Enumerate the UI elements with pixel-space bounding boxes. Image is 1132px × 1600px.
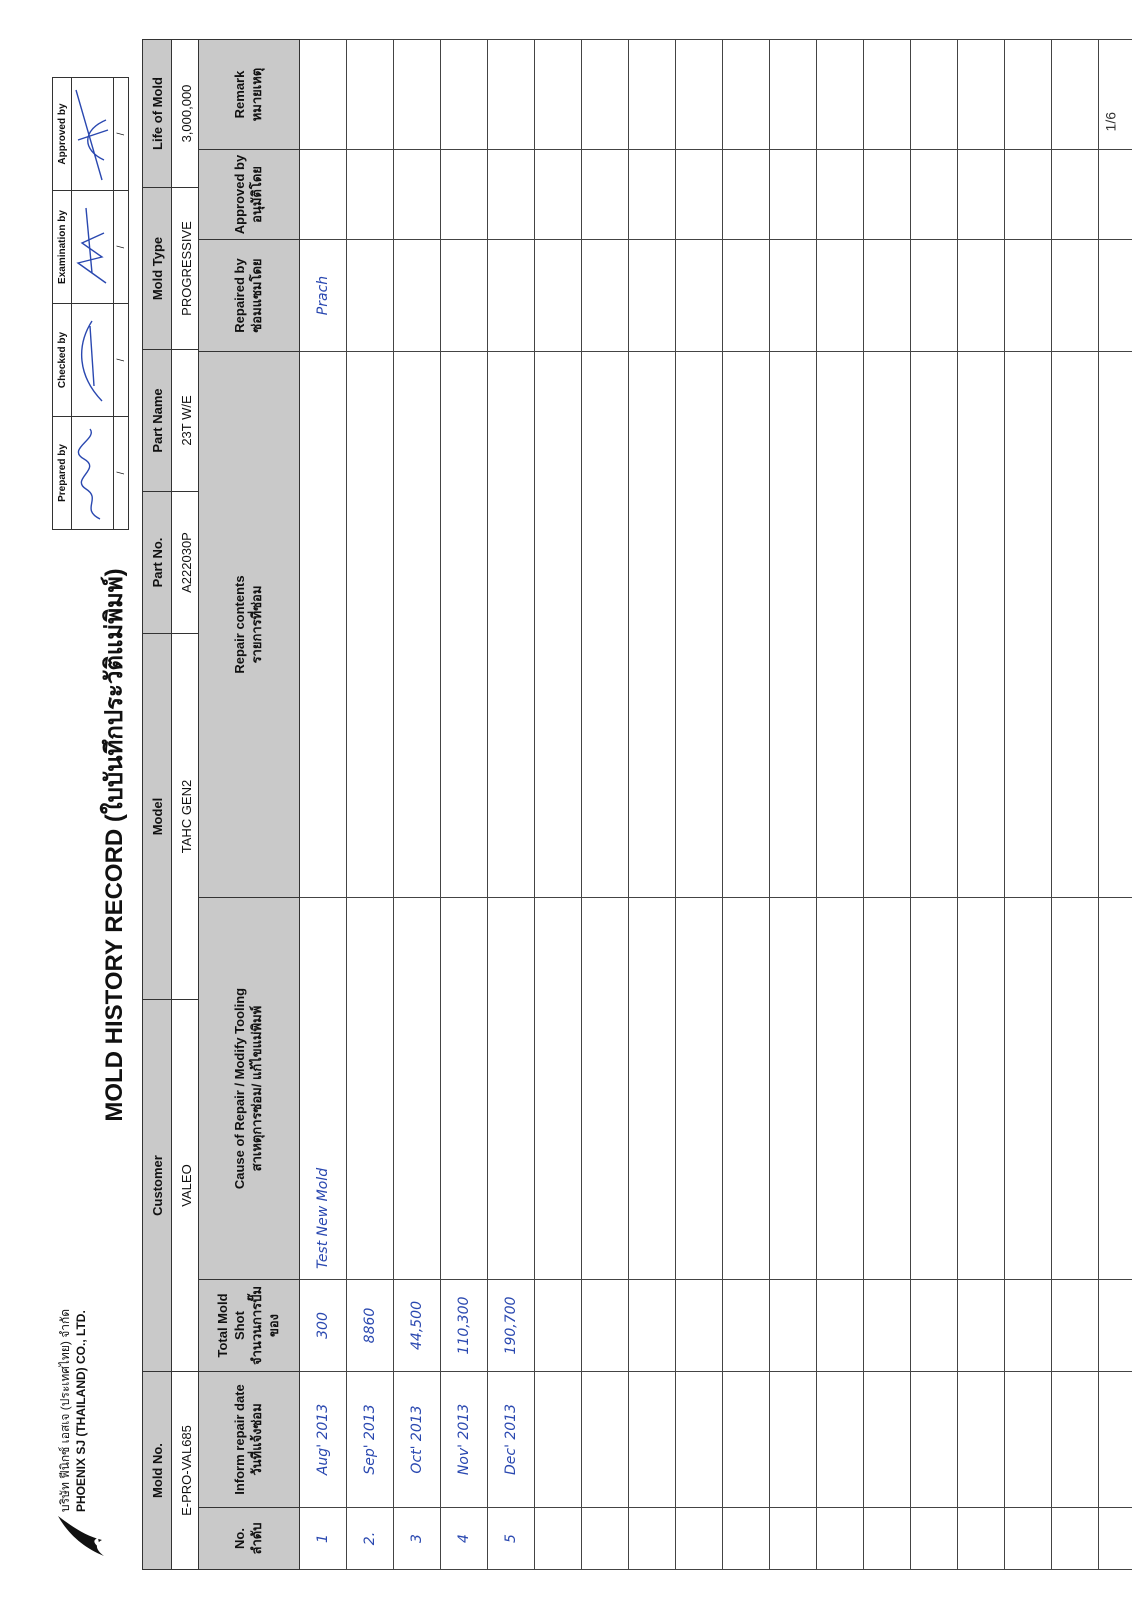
cell-cause [723,898,770,1280]
cell-remark [300,40,347,150]
cell-remark [582,40,629,150]
table-row [629,40,676,1570]
rotated-form [50,40,1050,1570]
cell-approved [394,150,441,240]
cell-no [1005,1508,1052,1570]
cell-contents [1052,352,1099,898]
checked-by-label: Checked by [53,304,72,417]
cell-remark [1005,40,1052,150]
cell-remark [723,40,770,150]
cell-no [629,1508,676,1570]
cell-approved [864,150,911,240]
cell-cause [582,898,629,1280]
cell-cause [770,898,817,1280]
table-row [347,40,394,1570]
cell-contents [582,352,629,898]
cell-no [770,1508,817,1570]
cell-shot [911,1280,958,1372]
repaired-column-header: Repaired by ซ่อมแซมโดย [199,240,300,352]
shot-column-header: Total Mold Shot จำนวนการปั๊มของ [199,1280,300,1372]
cell-contents [676,352,723,898]
table-row [817,40,864,1570]
cell-repaired [864,240,911,352]
cell-date: Aug' 2013 [300,1372,347,1508]
part-no-value: A222030P [172,492,201,634]
cell-no [535,1508,582,1570]
page-number: 1/6 [1102,112,1118,132]
table-row [1005,40,1052,1570]
cell-cause [629,898,676,1280]
cell-repaired [1052,240,1099,352]
cell-date [1005,1372,1052,1508]
table-row [723,40,770,1570]
cell-no [1099,1508,1132,1570]
cell-no [817,1508,864,1570]
cell-no [864,1508,911,1570]
cell-approved [676,150,723,240]
cell-date: Sep' 2013 [347,1372,394,1508]
model-value: TAHC GEN2 [172,634,201,1000]
cell-cause [958,898,1005,1280]
cell-date: Nov' 2013 [441,1372,488,1508]
cell-cause [347,898,394,1280]
cell-no [911,1508,958,1570]
cell-repaired [958,240,1005,352]
cell-date [723,1372,770,1508]
cell-remark [441,40,488,150]
mold-info-table [142,39,201,1570]
cell-repaired [629,240,676,352]
cell-approved [911,150,958,240]
cell-shot [676,1280,723,1372]
cell-cause [441,898,488,1280]
cell-shot: 8860 [347,1280,394,1372]
table-row [300,40,347,1570]
cell-remark [770,40,817,150]
cell-remark [676,40,723,150]
cell-repaired [394,240,441,352]
mold-no-value: E-PRO-VAL685 [172,1372,201,1570]
table-row [535,40,582,1570]
cell-remark [1099,40,1132,150]
model-header: Model [143,634,172,1000]
cell-contents [535,352,582,898]
cell-approved [488,150,535,240]
cell-date [676,1372,723,1508]
cell-repaired [347,240,394,352]
cell-date [958,1372,1005,1508]
cell-cause [1052,898,1099,1280]
cell-no: 3 [394,1508,441,1570]
cell-repaired [676,240,723,352]
remark-column-header: Remark หมายเหตุ [199,40,300,150]
cell-no [723,1508,770,1570]
cell-shot [1052,1280,1099,1372]
examination-date: / [114,191,129,304]
cell-cause [535,898,582,1280]
cell-date [817,1372,864,1508]
cell-repaired [770,240,817,352]
life-of-mold-value: 3,000,000 [172,40,201,188]
cell-contents [629,352,676,898]
cell-remark [629,40,676,150]
cell-date [1052,1372,1099,1508]
cell-cause [817,898,864,1280]
cell-shot [817,1280,864,1372]
checked-signature [72,304,114,417]
cell-shot [770,1280,817,1372]
cell-remark [864,40,911,150]
cell-repaired [488,240,535,352]
cell-contents [394,352,441,898]
cell-shot [535,1280,582,1372]
cell-date [864,1372,911,1508]
cell-date [629,1372,676,1508]
table-row [676,40,723,1570]
signature-scribble [72,191,110,303]
cell-no [1052,1508,1099,1570]
mold-no-header: Mold No. [143,1372,172,1570]
cell-remark [1052,40,1099,150]
cell-repaired [1005,240,1052,352]
signature-box [52,77,129,530]
approved-column-header: Approved by อนุมัติโดย [199,150,300,240]
cell-shot [582,1280,629,1372]
customer-header: Customer [143,1000,172,1372]
prepared-date: / [114,417,129,530]
cell-no [676,1508,723,1570]
cell-shot: 110,300 [441,1280,488,1372]
table-header-row [199,40,300,1570]
cell-remark [347,40,394,150]
cell-approved [1052,150,1099,240]
cell-repaired [441,240,488,352]
cell-date [582,1372,629,1508]
cell-date [535,1372,582,1508]
cell-shot [723,1280,770,1372]
cell-contents [723,352,770,898]
checked-date: / [114,304,129,417]
cell-contents [488,352,535,898]
table-row [582,40,629,1570]
table-row [488,40,535,1570]
cell-date: Oct' 2013 [394,1372,441,1508]
cell-contents [1005,352,1052,898]
cell-shot: 44,500 [394,1280,441,1372]
cell-no: 4 [441,1508,488,1570]
cell-shot [1005,1280,1052,1372]
cell-repaired [723,240,770,352]
signature-scribble [72,304,110,416]
cell-approved [770,150,817,240]
table-row [1099,40,1132,1570]
cell-cause [394,898,441,1280]
cell-date: Dec' 2013 [488,1372,535,1508]
table-row [911,40,958,1570]
cell-remark [535,40,582,150]
cell-approved [723,150,770,240]
contents-column-header: Repair contents รายการที่ซ่อม [199,352,300,898]
company-name-english: PHOENIX SJ (THAILAND) CO., LTD. [74,1310,88,1512]
approved-date: / [114,78,129,191]
table-row [864,40,911,1570]
cell-contents [770,352,817,898]
approved-by-label: Approved by [53,78,72,191]
cell-shot [958,1280,1005,1372]
cell-approved [582,150,629,240]
cell-contents [300,352,347,898]
cell-contents [347,352,394,898]
cell-repaired [582,240,629,352]
cell-approved [1005,150,1052,240]
signature-scribble [72,78,110,190]
cell-remark [394,40,441,150]
prepared-by-label: Prepared by [53,417,72,530]
cell-shot: 300 [300,1280,347,1372]
approved-signature [72,78,114,191]
signature-scribble [72,417,110,529]
cell-no: 1 [300,1508,347,1570]
cell-no: 2. [347,1508,394,1570]
cell-cause [1099,898,1132,1280]
cell-shot [629,1280,676,1372]
cell-cause: Test New Mold [300,898,347,1280]
cell-approved [535,150,582,240]
table-row [958,40,1005,1570]
cell-approved [441,150,488,240]
document-title: MOLD HISTORY RECORD (ใบบันทึกประวัติแม่พิมพ์) [101,568,128,1122]
cell-no: 5 [488,1508,535,1570]
table-row [770,40,817,1570]
cause-column-header: Cause of Repair / Modify Tooling สาเหตุการซ่อม/ แก้ไขแม่พิมพ์ [199,898,300,1280]
cell-contents [958,352,1005,898]
cell-shot [864,1280,911,1372]
cell-no [582,1508,629,1570]
part-name-value: 23T W/E [172,350,201,492]
cell-shot: 190,700 [488,1280,535,1372]
cell-cause [911,898,958,1280]
table-row [441,40,488,1570]
cell-approved [629,150,676,240]
repair-history-table [198,39,1132,1570]
examination-by-label: Examination by [53,191,72,304]
cell-contents [911,352,958,898]
cell-date [770,1372,817,1508]
cell-approved [1099,150,1132,240]
date-column-header: Inform repair date วันที่แจ้งซ่อม [199,1372,300,1508]
cell-repaired [1099,240,1132,352]
cell-repaired [911,240,958,352]
mold-type-header: Mold Type [143,188,172,350]
cell-repaired [535,240,582,352]
mold-type-value: PROGRESSIVE [172,188,201,350]
company-name-thai: บริษัท ฟีนิกซ์ เอสเจ (ประเทศไทย) จำกัด [58,1308,72,1512]
table-row [1052,40,1099,1570]
cell-approved [347,150,394,240]
part-name-header: Part Name [143,350,172,492]
cell-remark [817,40,864,150]
cell-cause [1005,898,1052,1280]
cell-remark [911,40,958,150]
cell-contents [1099,352,1132,898]
cell-approved [817,150,864,240]
cell-date [1099,1372,1132,1508]
cell-cause [864,898,911,1280]
cell-cause [488,898,535,1280]
customer-value: VALEO [172,1000,201,1372]
table-body [300,40,1132,1570]
cell-approved [958,150,1005,240]
cell-contents [817,352,864,898]
examination-signature [72,191,114,304]
cell-approved [300,150,347,240]
life-of-mold-header: Life of Mold [143,40,172,188]
cell-cause [676,898,723,1280]
cell-shot [1099,1280,1132,1372]
cell-contents [864,352,911,898]
cell-repaired: Prach [300,240,347,352]
cell-remark [488,40,535,150]
prepared-signature [72,417,114,530]
cell-contents [441,352,488,898]
table-row [394,40,441,1570]
cell-remark [958,40,1005,150]
part-no-header: Part No. [143,492,172,634]
cell-repaired [817,240,864,352]
cell-date [911,1372,958,1508]
no-column-header: No. ลำดับ [199,1508,300,1570]
cell-no [958,1508,1005,1570]
